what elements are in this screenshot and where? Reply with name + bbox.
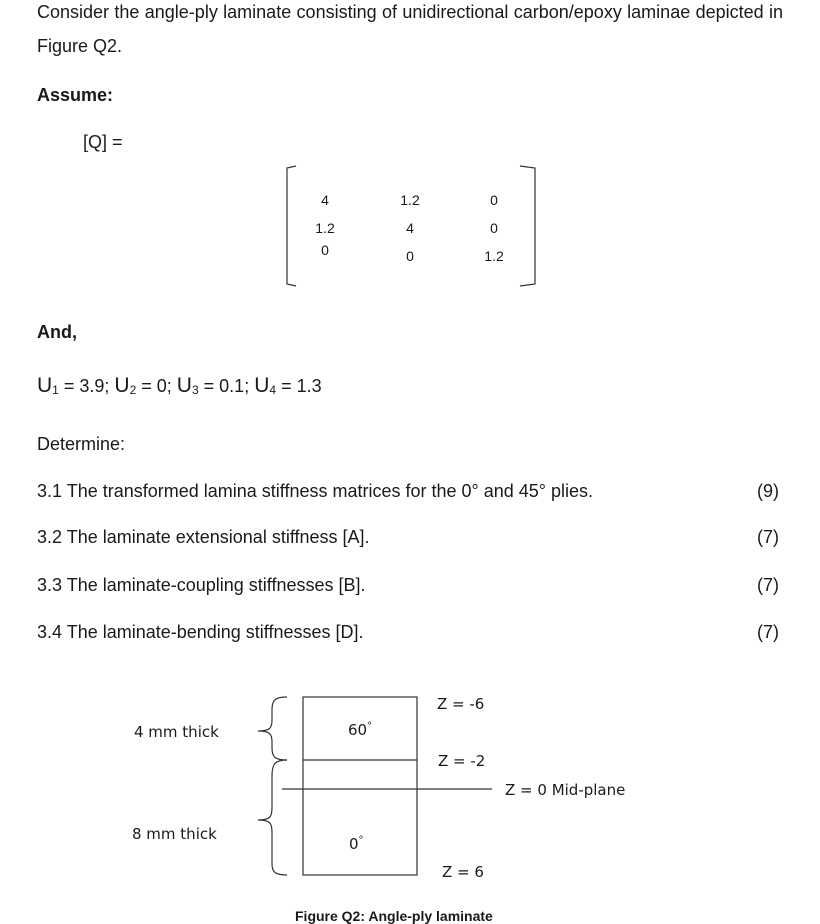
determine-label: Determine: bbox=[37, 434, 126, 454]
z-mid-plane-label: Z = 0 Mid-plane bbox=[505, 781, 626, 799]
z-bottom-label: Z = 6 bbox=[442, 863, 484, 881]
matrix-cell: 0 bbox=[321, 242, 329, 258]
u-values-line bbox=[37, 375, 322, 399]
u3-symbol: U bbox=[176, 374, 192, 397]
intro-paragraph: Consider the angle-ply laminate consisting of unidirectional carbon/epoxy laminae depicted in Figure Q2. bbox=[37, 2, 783, 56]
z-top-label: Z = -6 bbox=[437, 695, 485, 713]
matrix-cell: 1.2 bbox=[484, 248, 504, 264]
bottom-ply-thickness: 8 mm thick bbox=[132, 825, 217, 843]
matrix-cell: 4 bbox=[406, 220, 414, 236]
matrix-cell: 1.2 bbox=[315, 220, 335, 236]
u2-symbol: U bbox=[114, 374, 130, 397]
question-item: 3.1 The transformed lamina stiffness matrices for the 0° and 45° plies. bbox=[37, 481, 594, 501]
bottom-ply-brace bbox=[258, 760, 287, 875]
bottom-ply-angle-value: 0 bbox=[349, 835, 359, 853]
matrix-cell: 0 bbox=[490, 220, 498, 236]
top-ply-brace bbox=[258, 697, 287, 760]
degree-symbol: ° bbox=[367, 721, 373, 732]
question-marks: (9) bbox=[757, 481, 779, 501]
top-ply-thickness: 4 mm thick bbox=[134, 723, 219, 741]
assume-label: Assume: bbox=[37, 85, 114, 105]
and-label: And, bbox=[37, 322, 77, 342]
top-ply-angle-value: 60 bbox=[348, 721, 368, 739]
z-interface-label: Z = -2 bbox=[438, 752, 486, 770]
bottom-ply-angle bbox=[349, 835, 364, 853]
u1-symbol: U bbox=[37, 374, 53, 397]
figure-caption: Figure Q2: Angle-ply laminate bbox=[295, 908, 493, 924]
question-item: 3.2 The laminate extensional stiffness [A]. bbox=[37, 527, 370, 547]
u3-subscript: 3 bbox=[191, 383, 199, 397]
q-matrix-label: [Q] = bbox=[83, 132, 123, 152]
matrix-cell: 4 bbox=[321, 192, 329, 208]
u2-subscript: 2 bbox=[129, 383, 137, 397]
u3-value: = 0.1; bbox=[198, 376, 255, 396]
u4-subscript: 4 bbox=[269, 383, 277, 397]
laminate-diagram bbox=[0, 680, 820, 905]
matrix-cell: 1.2 bbox=[400, 192, 420, 208]
question-marks: (7) bbox=[757, 622, 779, 642]
question-marks: (7) bbox=[757, 527, 779, 547]
u2-value: = 0; bbox=[136, 376, 177, 396]
u4-symbol: U bbox=[254, 374, 270, 397]
u4-value: = 1.3 bbox=[276, 376, 322, 396]
u1-subscript: 1 bbox=[52, 383, 59, 397]
question-marks: (7) bbox=[757, 575, 779, 595]
matrix-cell: 0 bbox=[490, 192, 498, 208]
question-item: 3.3 The laminate-coupling stiffnesses [B]. bbox=[37, 575, 366, 595]
matrix-cell: 0 bbox=[406, 248, 414, 264]
question-item: 3.4 The laminate-bending stiffnesses [D]. bbox=[37, 622, 364, 642]
degree-symbol: ° bbox=[358, 835, 364, 846]
u1-value: = 3.9; bbox=[58, 376, 115, 396]
top-ply-angle bbox=[348, 721, 372, 739]
